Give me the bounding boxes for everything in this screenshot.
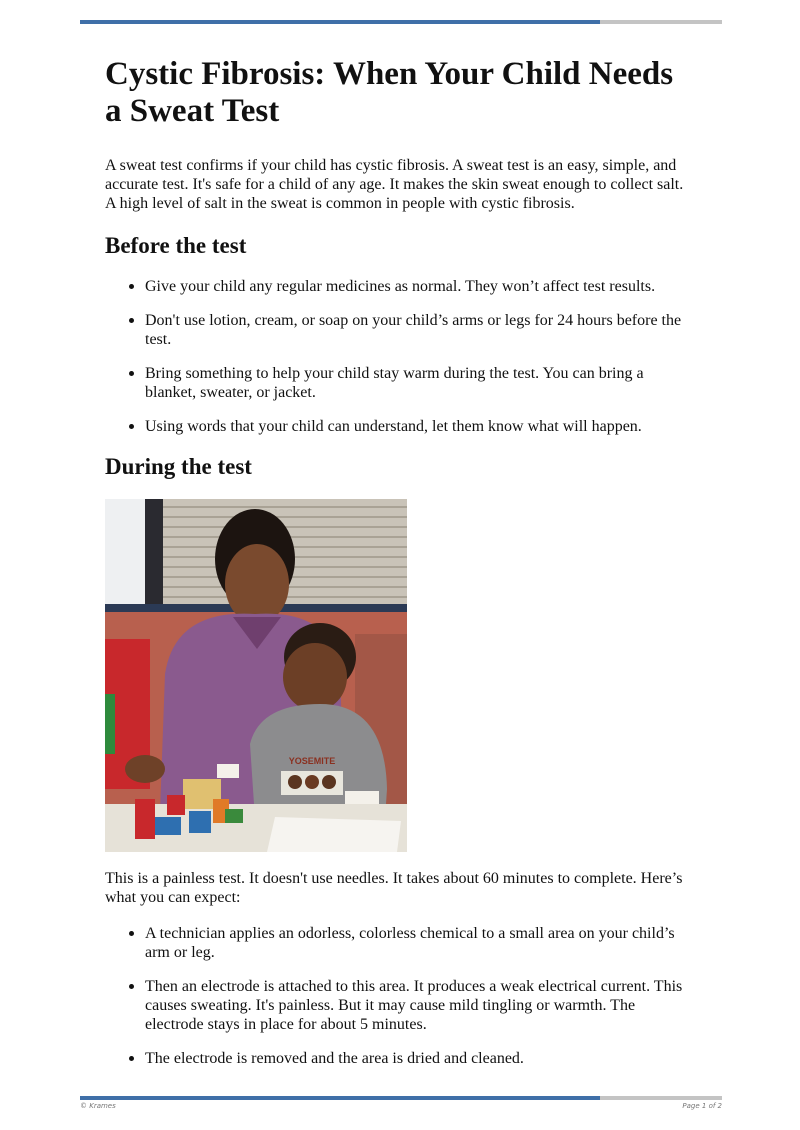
before-test-list (105, 277, 695, 436)
list-item: Bring something to help your child stay warm during the test. You can bring a blanket, sweater, or jacket. (145, 364, 695, 402)
top-rule (80, 20, 722, 24)
article (105, 56, 695, 1083)
mother-child-photo (105, 499, 407, 852)
during-test-list (105, 924, 695, 1068)
list-item: The electrode is removed and the area is dried and cleaned. (145, 1049, 695, 1068)
list-item: A technician applies an odorless, colorless chemical to a small area on your child’s arm or leg. (145, 924, 695, 962)
shirt-text: YOSEMITE (288, 756, 336, 766)
list-item: Then an electrode is attached to this area. It produces a weak electrical current. This causes sweating. It's painless. But it may cause mild tingling or warmth. The electrode stays in place for about 5 minutes. (145, 977, 695, 1034)
list-item: Give your child any regular medicines as normal. They won’t affect test results. (145, 277, 695, 296)
footer-page-number: Page 1 of 2 (682, 1102, 722, 1110)
page-title: Cystic Fibrosis: When Your Child Needs a Sweat Test (105, 56, 674, 129)
during-test-heading: During the test (105, 454, 252, 479)
footer-copyright: © Krames (80, 1102, 116, 1110)
bottom-rule (80, 1096, 722, 1100)
top-rule-gray (600, 20, 722, 24)
intro-paragraph: A sweat test confirms if your child has cystic fibrosis. A sweat test is an easy, simple, and accurate test. It's safe for a child of any age. It makes the skin sweat enough to collect salt. A high level of salt in the sweat is common in people with cystic fibrosis. (105, 157, 684, 212)
bottom-rule-blue (80, 1096, 600, 1100)
top-rule-blue (80, 20, 600, 24)
list-item: Using words that your child can understand, let them know what will happen. (145, 417, 695, 436)
list-item: Don't use lotion, cream, or soap on your child’s arms or legs for 24 hours before the test. (145, 311, 695, 349)
during-paragraph: This is a painless test. It doesn't use needles. It takes about 60 minutes to complete. Here’s what you can expect: (105, 870, 683, 906)
bottom-rule-gray (600, 1096, 722, 1100)
before-test-heading: Before the test (105, 233, 247, 258)
